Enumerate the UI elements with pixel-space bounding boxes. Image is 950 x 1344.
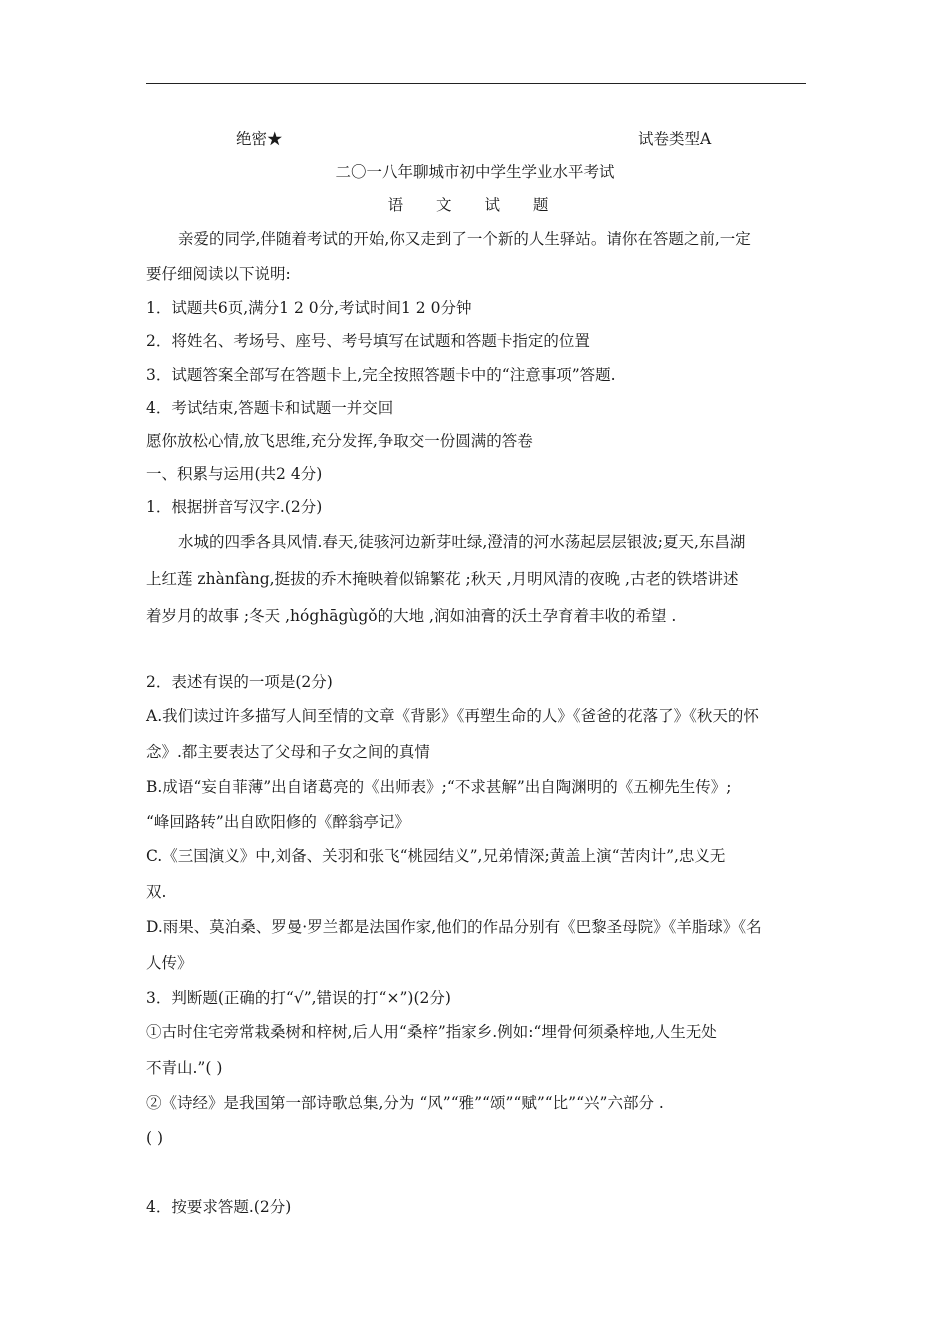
question-3-item: 不青山.”( ) (146, 1059, 223, 1077)
subject-title: 语 文 试 题 (387, 196, 563, 214)
intro-line: 要仔细阅读以下说明: (146, 265, 291, 283)
question-1-passage: 水城的四季各具风情.春天,徒骇河边新芽吐绿,澄清的河水荡起层层银波;夏天,东昌湖 (178, 533, 746, 551)
question-2-option: C.《三国演义》中,刘备、关羽和张飞“桃园结义”,兄弟情深;黄盖上演“苦肉计”,忠义无 (146, 847, 726, 865)
question-2-title: 2．表述有误的一项是(2分) (146, 673, 333, 691)
paper-type: 试卷类型A (638, 130, 712, 148)
question-4-title: 4．按要求答题.(2分) (146, 1198, 292, 1216)
question-3-title: 3．判断题(正确的打“√”,错误的打“×”)(2分) (146, 989, 451, 1007)
instruction-item: 1．试题共6页,满分1 2 0分,考试时间1 2 0分钟 (146, 299, 472, 317)
exam-title: 二〇一八年聊城市初中学生学业水平考试 (335, 163, 615, 181)
question-1-passage: 着岁月的故事 ;冬天 ,hóghāgùgǒ的大地 ,润如油膏的沃土孕育着丰收的希望 . (146, 607, 677, 625)
instruction-item: 2．将姓名、考场号、座号、考号填写在试题和答题卡指定的位置 (146, 332, 590, 350)
instruction-item: 3．试题答案全部写在答题卡上,完全按照答题卡中的“注意事项”答题. (146, 366, 616, 384)
question-2-option: “峰回路转”出自欧阳修的《醉翁亭记》 (146, 813, 410, 831)
question-2-option: 念》.都主要表达了父母和子女之间的真情 (146, 743, 430, 761)
intro-closing: 愿你放松心情,放飞思维,充分发挥,争取交一份圆满的答卷 (146, 432, 533, 450)
question-3-item: ( ) (146, 1129, 164, 1147)
question-2-option: 双. (146, 883, 167, 901)
question-1-passage: 上红莲 zhànfàng,挺拔的乔木掩映着似锦繁花 ;秋天 ,月明风清的夜晚 ,古老的铁塔讲述 (146, 570, 739, 588)
question-3-item: ②《诗经》是我国第一部诗歌总集,分为 “风”“雅”“颂”“赋”“比”“兴”六部分 . (146, 1094, 664, 1112)
question-2-option: 人传》 (146, 954, 193, 972)
secret-mark: 绝密★ (236, 130, 283, 148)
header-rule (146, 83, 806, 84)
question-2-option: A.我们读过许多描写人间至情的文章《背影》《再塑生命的人》《爸爸的花落了》《秋天的怀 (146, 707, 759, 725)
instruction-item: 4．考试结束,答题卡和试题一并交回 (146, 399, 394, 417)
question-3-item: ①古时住宅旁常栽桑树和梓树,后人用“桑梓”指家乡.例如:“埋骨何须桑梓地,人生无处 (146, 1023, 717, 1041)
section-title: 一、积累与运用(共2 4分) (146, 465, 323, 483)
question-2-option: B.成语“妄自菲薄”出自诸葛亮的《出师表》;“不求甚解”出自陶渊明的《五柳先生传》; (146, 778, 732, 796)
question-2-option: D.雨果、莫泊桑、罗曼·罗兰都是法国作家,他们的作品分别有《巴黎圣母院》《羊脂球》《名 (146, 918, 762, 936)
intro-line: 亲爱的同学,伴随着考试的开始,你又走到了一个新的人生驿站。请你在答题之前,一定 (178, 230, 751, 248)
question-1-title: 1．根据拼音写汉字.(2分) (146, 498, 323, 516)
